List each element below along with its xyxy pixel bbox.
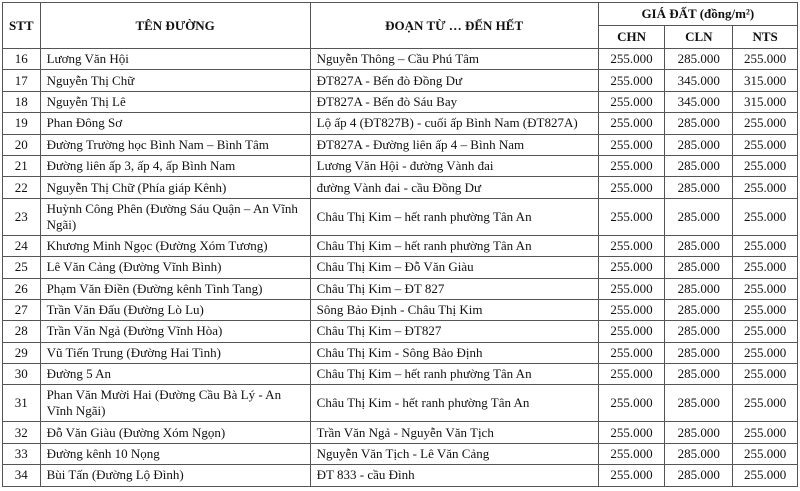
segment-cell: Nguyễn Văn Tịch - Lê Văn Cảng [310,443,598,464]
table-row [3,235,798,256]
cln-price-cell: 285.000 [665,321,733,342]
chn-price-cell: 255.000 [598,385,665,422]
cln-price-cell: 285.000 [665,113,733,134]
chn-price-cell: 255.000 [598,342,665,363]
nts-price-cell: 255.000 [733,257,798,278]
nts-price-cell: 255.000 [733,134,798,155]
cln-price-cell: 285.000 [665,385,733,422]
cln-price-cell: 285.000 [665,299,733,320]
row-stt: 31 [3,385,41,422]
row-stt: 32 [3,422,41,443]
nts-price-cell: 315.000 [733,70,798,91]
row-stt: 20 [3,134,41,155]
segment-cell: Châu Thị Kim – hết ranh phường Tân An [310,364,598,385]
table-row [3,134,798,155]
segment-cell: ĐT827A - Đường liên ấp 4 – Bình Nam [310,134,598,155]
table-row [3,113,798,134]
street-name-cell: Lương Văn Hội [40,49,310,70]
segment-cell: Châu Thị Kim – ĐT827 [310,321,598,342]
table-row [3,155,798,176]
chn-price-cell: 255.000 [598,49,665,70]
table-row [3,321,798,342]
chn-price-cell: 255.000 [598,91,665,112]
street-name-cell: Đường liên ấp 3, ấp 4, ấp Bình Nam [40,155,310,176]
segment-cell: Trần Văn Ngả - Nguyễn Văn Tịch [310,422,598,443]
cln-price-cell: 285.000 [665,422,733,443]
street-name-cell: Vũ Tiến Trung (Đường Hai Tình) [40,342,310,363]
nts-price-cell: 255.000 [733,49,798,70]
row-stt: 27 [3,299,41,320]
segment-cell: Sông Bảo Định - Châu Thị Kim [310,299,598,320]
nts-price-cell: 255.000 [733,155,798,176]
header-street-name: TÊN ĐƯỜNG [40,3,310,49]
row-stt: 28 [3,321,41,342]
chn-price-cell: 255.000 [598,70,665,91]
cln-price-cell: 345.000 [665,91,733,112]
nts-price-cell: 255.000 [733,465,798,486]
table-row [3,465,798,486]
segment-cell: Châu Thị Kim - Sông Bảo Định [310,342,598,363]
table-row [3,422,798,443]
street-name-cell: Trần Văn Đấu (Đường Lò Lu) [40,299,310,320]
chn-price-cell: 255.000 [598,198,665,235]
nts-price-cell: 255.000 [733,278,798,299]
chn-price-cell: 255.000 [598,443,665,464]
segment-cell: Châu Thị Kim - hết ranh phường Tân An [310,385,598,422]
header-nts: NTS [733,26,798,49]
nts-price-cell: 255.000 [733,299,798,320]
nts-price-cell: 255.000 [733,422,798,443]
cln-price-cell: 285.000 [665,134,733,155]
street-name-cell: Khương Minh Ngọc (Đường Xóm Tương) [40,235,310,256]
table-row [3,91,798,112]
segment-cell: Châu Thị Kim – Đỗ Văn Giàu [310,257,598,278]
chn-price-cell: 255.000 [598,364,665,385]
row-stt: 25 [3,257,41,278]
cln-price-cell: 285.000 [665,443,733,464]
street-name-cell: Phan Đông Sơ [40,113,310,134]
header-cln: CLN [665,26,733,49]
nts-price-cell: 255.000 [733,177,798,198]
chn-price-cell: 255.000 [598,321,665,342]
street-name-cell: Nguyễn Thị Chữ [40,70,310,91]
street-name-cell: Phan Văn Mười Hai (Đường Cầu Bà Lý - An Vĩnh Ngãi) [40,385,310,422]
segment-cell: Lương Văn Hội - đường Vành đai [310,155,598,176]
row-stt: 34 [3,465,41,486]
row-stt: 29 [3,342,41,363]
chn-price-cell: 255.000 [598,278,665,299]
chn-price-cell: 255.000 [598,113,665,134]
cln-price-cell: 285.000 [665,49,733,70]
street-name-cell: Lê Văn Cảng (Đường Vĩnh Bình) [40,257,310,278]
street-name-cell: Huỳnh Công Phên (Đường Sáu Quận – An Vĩnh Ngãi) [40,198,310,235]
nts-price-cell: 255.000 [733,113,798,134]
row-stt: 24 [3,235,41,256]
row-stt: 23 [3,198,41,235]
segment-cell: Châu Thị Kim – ĐT 827 [310,278,598,299]
table-row [3,257,798,278]
cln-price-cell: 285.000 [665,278,733,299]
nts-price-cell: 255.000 [733,342,798,363]
row-stt: 18 [3,91,41,112]
street-name-cell: Đường 5 An [40,364,310,385]
street-name-cell: Trần Văn Ngả (Đường Vĩnh Hòa) [40,321,310,342]
cln-price-cell: 285.000 [665,177,733,198]
street-name-cell: Nguyễn Thị Lê [40,91,310,112]
segment-cell: đường Vành đai - cầu Đồng Dư [310,177,598,198]
chn-price-cell: 255.000 [598,257,665,278]
nts-price-cell: 255.000 [733,443,798,464]
table-row [3,70,798,91]
cln-price-cell: 285.000 [665,465,733,486]
cln-price-cell: 285.000 [665,342,733,363]
header-land-price: GIÁ ĐẤT (đồng/m²) [598,3,797,26]
cln-price-cell: 285.000 [665,257,733,278]
row-stt: 17 [3,70,41,91]
table-row [3,443,798,464]
chn-price-cell: 255.000 [598,177,665,198]
nts-price-cell: 255.000 [733,385,798,422]
segment-cell: Châu Thị Kim – hết ranh phường Tân An [310,198,598,235]
nts-price-cell: 255.000 [733,321,798,342]
table-row [3,177,798,198]
chn-price-cell: 255.000 [598,134,665,155]
row-stt: 22 [3,177,41,198]
row-stt: 21 [3,155,41,176]
street-name-cell: Phạm Văn Điền (Đường kênh Tình Tang) [40,278,310,299]
cln-price-cell: 345.000 [665,70,733,91]
segment-cell: Lộ ấp 4 (ĐT827B) - cuối ấp Bình Nam (ĐT827A) [310,113,598,134]
table-row [3,198,798,235]
table-row [3,49,798,70]
nts-price-cell: 255.000 [733,198,798,235]
table-row [3,299,798,320]
header-segment: ĐOẠN TỪ … ĐẾN HẾT [310,3,598,49]
table-row [3,385,798,422]
chn-price-cell: 255.000 [598,235,665,256]
table-row [3,278,798,299]
cln-price-cell: 285.000 [665,155,733,176]
street-name-cell: Đường Trường học Bình Nam – Bình Tâm [40,134,310,155]
nts-price-cell: 255.000 [733,235,798,256]
header-chn: CHN [598,26,665,49]
segment-cell: ĐT827A - Bến đò Sáu Bay [310,91,598,112]
header-stt: STT [3,3,41,49]
segment-cell: Nguyễn Thông – Cầu Phú Tâm [310,49,598,70]
chn-price-cell: 255.000 [598,422,665,443]
cln-price-cell: 285.000 [665,364,733,385]
nts-price-cell: 315.000 [733,91,798,112]
cln-price-cell: 285.000 [665,198,733,235]
segment-cell: ĐT827A - Bến đò Đồng Dư [310,70,598,91]
chn-price-cell: 255.000 [598,299,665,320]
street-name-cell: Đường kênh 10 Nọng [40,443,310,464]
row-stt: 33 [3,443,41,464]
street-name-cell: Đỗ Văn Giàu (Đường Xóm Ngọn) [40,422,310,443]
table-body [3,49,798,487]
chn-price-cell: 255.000 [598,155,665,176]
row-stt: 30 [3,364,41,385]
row-stt: 19 [3,113,41,134]
segment-cell: Châu Thị Kim – hết ranh phường Tân An [310,235,598,256]
cln-price-cell: 285.000 [665,235,733,256]
chn-price-cell: 255.000 [598,465,665,486]
nts-price-cell: 255.000 [733,364,798,385]
table-row [3,364,798,385]
row-stt: 26 [3,278,41,299]
table-row [3,342,798,363]
street-name-cell: Nguyễn Thị Chữ (Phía giáp Kênh) [40,177,310,198]
street-name-cell: Bùi Tấn (Đường Lộ Đình) [40,465,310,486]
row-stt: 16 [3,49,41,70]
land-price-table [2,2,798,487]
segment-cell: ĐT 833 - cầu Đình [310,465,598,486]
